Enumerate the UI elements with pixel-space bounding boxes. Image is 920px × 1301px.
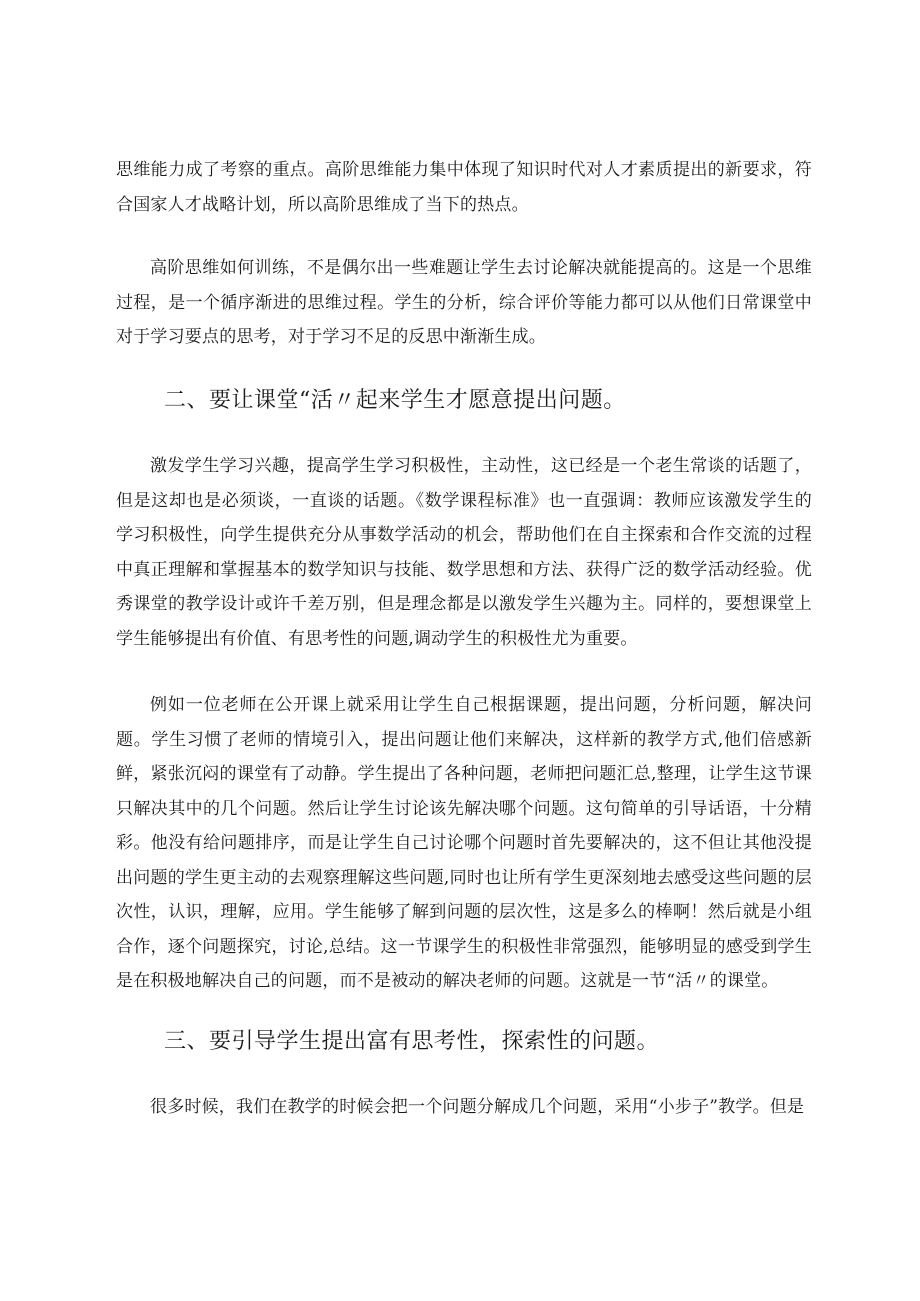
paragraph-small-steps: 很多时候，我们在教学的时候会把一个问题分解成几个问题，采用“小步子”教学。但是 — [150, 1097, 805, 1117]
paragraph-interest: 激发学生学习兴趣，提高学生学习积极性，主动性，这已经是一个老生常谈的话题了，但是这却也是必须谈，一直谈的话题。《数学课程标准》也一直强调：教师应该激发学生的学习积极性，向学生提供充分从事数学活动的机会，帮助他们在自主探索和合作交流的过程中真正理解和掌握基本的数学知识与技能、数学思想和方法、获得广泛的数学活动经验。优秀课堂的教学设计或许千差万别，但是理念都是以激发学生兴趣为主。同样的，要想课堂上学生能够提出有价值、有思考性的问题,调动学生的积极性尤为重要。 — [116, 456, 812, 649]
paragraph-continuation: 思维能力成了考察的重点。高阶思维能力集中体现了知识时代对人才素质提出的新要求，符合国家人才战略计划，所以高阶思维成了当下的热点。 — [116, 160, 812, 215]
paragraph-example: 例如一位老师在公开课上就采用让学生自己根据课题，提出问题，分析问题，解决问题。学生习惯了老师的情境引入，提出问题让他们来解决，这样新的教学方式,他们倍感新鲜，紧张沉闷的课堂有了动静。学生提出了各种问题，老师把问题汇总,整理，让学生这节课只解决其中的几个问题。然后让学生讨论该先解决哪个问题。这句简单的引导话语，十分精彩。他没有给问题排序，而是让学生自己讨论哪个问题时首先要解决的，这不但让其他没提出问题的学生更主动的去观察理解这些问题,同时也让所有学生更深刻地去感受这些问题的层次性，认识，理解，应用。学生能够了解到问题的层次性，这是多么的棒啊！然后就是小组合作，逐个问题探究，讨论,总结。这一节课学生的积极性非常强烈，能够明显的感受到学生是在积极地解决自己的问题，而不是被动的解决老师的问题。这就是一节“活〃的课堂。 — [116, 695, 812, 991]
section-heading-3: 三、要引导学生提出富有思考性，探索性的问题。 — [164, 1029, 660, 1054]
section-heading-2: 二、要让课堂“活〃起来学生才愿意提出问题。 — [164, 388, 626, 413]
paragraph-higher-order-thinking: 高阶思维如何训练，不是偶尔出一些难题让学生去讨论解决就能提高的。这是一个思维过程，是一个循序渐进的思维过程。学生的分析，综合评价等能力都可以从他们日常课堂中对于学习要点的思考，对于学习不足的反思中渐渐生成。 — [116, 258, 812, 347]
